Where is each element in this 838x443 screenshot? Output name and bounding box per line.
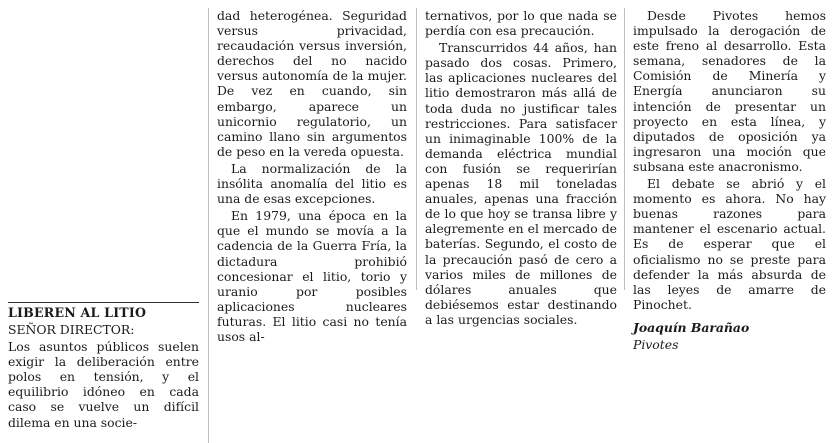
- column-separator: [416, 8, 417, 290]
- headline-rule: [8, 302, 199, 303]
- column-separator: [208, 8, 209, 443]
- letter-column-2: [217, 8, 407, 344]
- letter-paragraph: El debate se abrió y el momento es ahora. No hay buenas razones para mantener el escenario actual. Es de esperar que el oficialismo no se preste para defender la más absurda de las leyes de amarre de Pinochet.: [633, 176, 826, 312]
- letter-column-3: [425, 8, 617, 327]
- letter-organization: Pivotes: [633, 336, 679, 352]
- letter-salutation: SEÑOR DIRECTOR:: [8, 322, 135, 337]
- letter-column-4: [633, 8, 826, 352]
- letter-author: Joaquín Barañao: [633, 319, 750, 335]
- letter-headline: LIBEREN AL LITIO: [8, 305, 147, 320]
- letter-column-1: [8, 305, 199, 430]
- letter-paragraph: Los asuntos públicos suelen exigir la deliberación entre polos en tensión, y el equilibrio idóneo en cada caso se vuelve un difícil dilema en una socie-: [8, 339, 199, 430]
- letter-paragraph: Transcurridos 44 años, han pasado dos cosas. Primero, las aplicaciones nucleares del litio demostraron más allá de toda duda no justificar tales restricciones. Para satisfacer un inimaginable 100% de la demanda eléctrica mundial con fusión se requerirían apenas 18 mil toneladas anuales, apenas una fracción de lo que hoy se transa libre y alegremente en el mercado de baterías. Segundo, el costo de la precaución pasó de cero a varios miles de millones de dólares anuales que debiésemos estar destinando a las urgencias sociales.: [425, 40, 617, 327]
- letter-paragraph: ternativos, por lo que nada se perdía con esa precaución.: [425, 8, 617, 39]
- column-separator: [624, 8, 625, 290]
- letter-paragraph: dad heterogénea. Seguridad versus privacidad, recaudación versus inversión, derechos del no nacido versus autonomía de la mujer. De vez en cuando, sin embargo, aparece un unicornio regulatorio, un camino llano sin argumentos de peso en la vereda opuesta.: [217, 8, 407, 159]
- letter-paragraph: Desde Pivotes hemos impulsado la derogación de este freno al desarrollo. Esta semana, senadores de la Comisión de Minería y Energía anunciaron su intención de presentar un proyecto en esta línea, y diputados de oposición ya ingresaron una moción que subsana este anacronismo.: [633, 8, 826, 174]
- letter-paragraph: En 1979, una época en la que el mundo se movía a la cadencia de la Guerra Fría, la dictadura prohibió concesionar el litio, torio y uranio por posibles aplicaciones nucleares futuras. El litio casi no tenía usos al-: [217, 208, 407, 344]
- letter-paragraph: La normalización de la insólita anomalía del litio es una de esas excepciones.: [217, 160, 407, 207]
